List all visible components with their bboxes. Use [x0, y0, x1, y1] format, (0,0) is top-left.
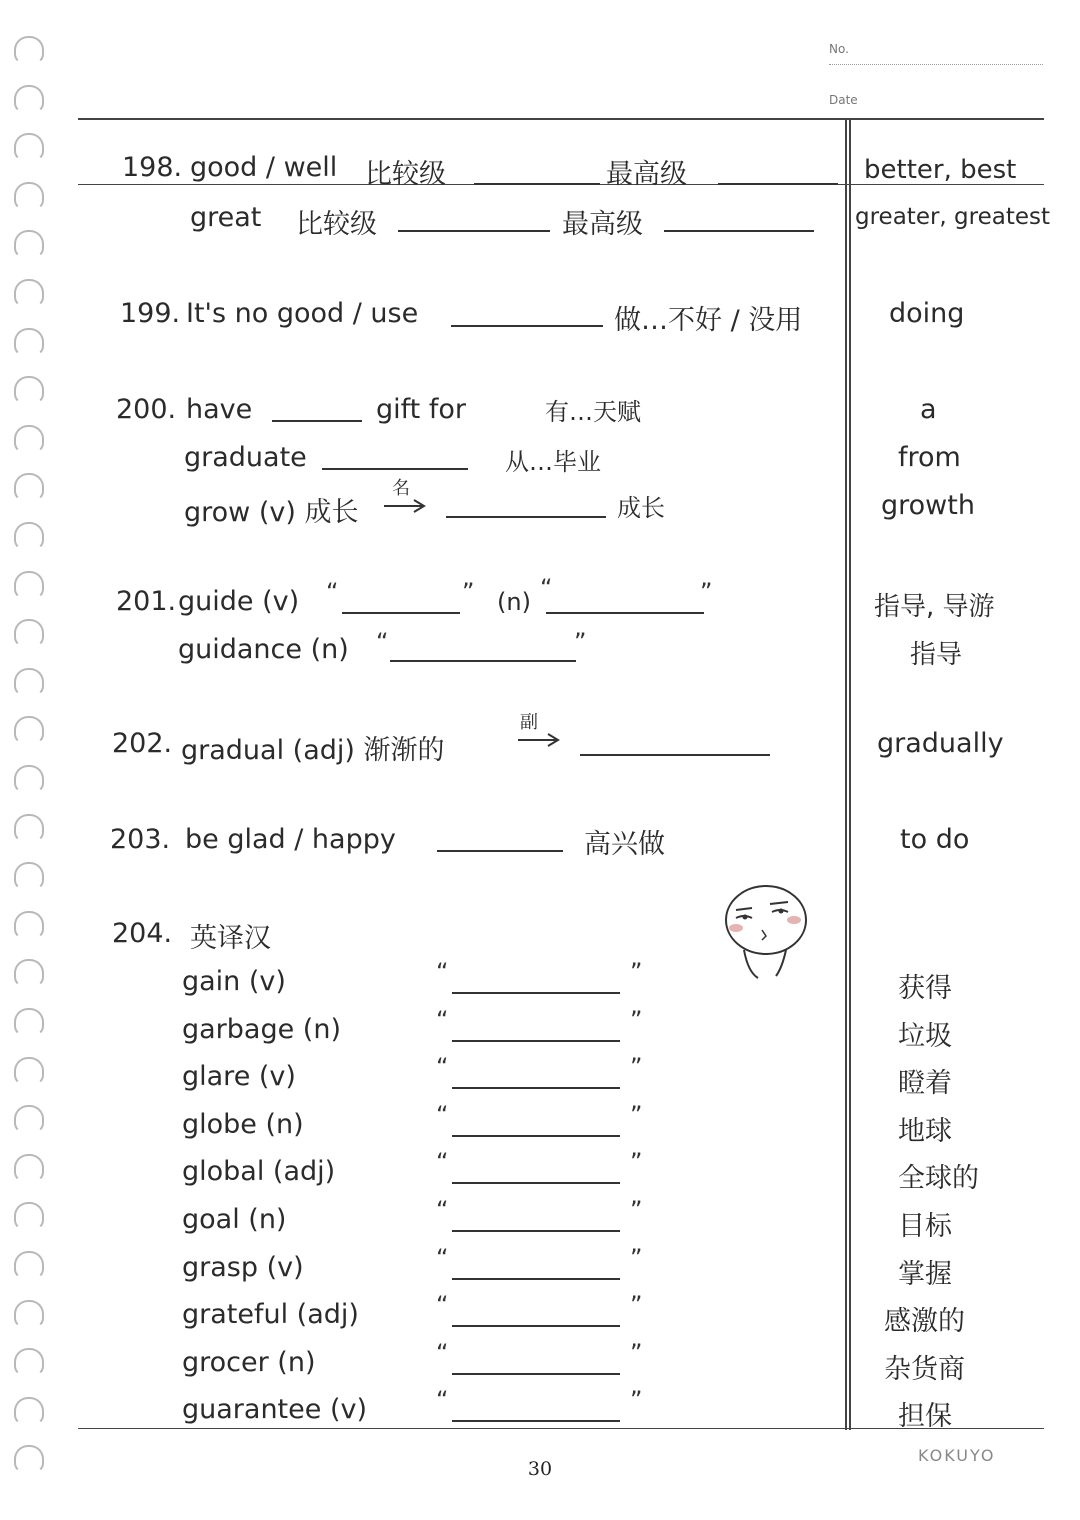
binding-ring [14, 716, 44, 744]
entry-204-word: guarantee (v) [182, 1394, 367, 1426]
entry-204-quote-close: ” [630, 1005, 643, 1034]
entry-204-quote-open: “ [436, 1053, 449, 1082]
entry-201-quote-open-2: “ [540, 574, 553, 602]
entry-204-quote-open: “ [436, 958, 449, 986]
entry-199-meaning: 做…不好 / 没用 [614, 305, 803, 336]
entry-198-number: 198. [122, 152, 183, 183]
entry-204-word: grasp (v) [182, 1251, 304, 1283]
entry-203-blank [437, 850, 563, 852]
entry-204-word: goal (n) [182, 1204, 287, 1235]
entry-198-word-2: great [190, 202, 262, 233]
binding-ring [14, 1348, 44, 1376]
sleepy-face-doodle-icon [718, 880, 814, 980]
entry-202-answer: gradually [877, 728, 1004, 759]
entry-200-grow: grow (v) 成长 [184, 497, 359, 528]
entry-198-comparative-label: 比较级 [365, 159, 446, 190]
entry-204-answer: 杂货商 [884, 1353, 965, 1385]
entry-201-quote-open-3: “ [376, 628, 389, 656]
no-dotted-line [829, 64, 1043, 65]
entry-200-answer-1: a [920, 394, 937, 425]
binding-ring [14, 1154, 44, 1182]
entry-201-blank-2 [546, 612, 704, 614]
entry-204-blank [452, 1087, 620, 1089]
entry-201-n-label: (n) [497, 588, 531, 616]
entry-199-blank [451, 325, 603, 327]
binding-ring [14, 279, 44, 307]
entry-199-answer: doing [889, 298, 965, 329]
entry-204-quote-close: ” [630, 958, 643, 986]
entry-200-meaning-2: 从…毕业 [505, 448, 601, 476]
entry-200-meaning-1: 有…天赋 [545, 398, 641, 426]
brand-logo: KOKUYO [918, 1446, 996, 1465]
entry-204-answer: 垃圾 [898, 1020, 952, 1052]
entry-204-answer: 担保 [898, 1401, 952, 1433]
entry-200-arrow-label: 名 [392, 478, 410, 499]
entry-204-quote-close: ” [630, 1148, 643, 1177]
binding-ring [14, 230, 44, 258]
entry-202-blank [580, 754, 770, 756]
entry-204-word: garbage (n) [182, 1013, 341, 1045]
binding-ring [14, 765, 44, 793]
binding-ring [14, 619, 44, 647]
entry-201-quote-close-1: ” [462, 578, 475, 606]
binding-ring [14, 959, 44, 987]
entry-200-meaning-3: 成长 [617, 494, 665, 522]
entry-201-guidance: guidance (n) [178, 634, 349, 665]
entry-204-quote-close: ” [630, 1291, 643, 1320]
entry-200-gift-for: gift for [376, 394, 466, 425]
binding-ring [14, 522, 44, 550]
entry-204-answer: 掌握 [898, 1258, 952, 1290]
entry-201-quote-open-1: “ [326, 578, 339, 606]
entry-203-meaning: 高兴做 [584, 829, 665, 860]
entry-204-blank [452, 1182, 620, 1184]
entry-198-superlative-label: 最高级 [606, 159, 687, 190]
entry-204-quote-open: “ [436, 1291, 449, 1320]
entry-200-blank-2 [322, 468, 468, 470]
entry-204-quote-open: “ [436, 1386, 449, 1415]
entry-204-quote-close: ” [630, 1053, 643, 1082]
binding-ring [14, 911, 44, 939]
entry-202-number: 202. [112, 728, 173, 759]
entry-202-arrow-label: 副 [520, 712, 538, 733]
binding-ring [14, 376, 44, 404]
binding-ring [14, 328, 44, 356]
entry-204-quote-close: ” [630, 1338, 643, 1367]
top-rule [78, 118, 1044, 120]
entry-204-quote-close: ” [630, 1100, 643, 1129]
entry-200-blank-3 [446, 516, 606, 518]
binding-ring [14, 1008, 44, 1036]
binding-ring [14, 862, 44, 890]
binding-ring [14, 182, 44, 210]
entry-204-quote-open: “ [436, 1005, 449, 1034]
entry-198-answer-1: better, best [864, 155, 1017, 185]
entry-198-blank-2 [718, 183, 838, 185]
entry-203-number: 203. [110, 824, 171, 855]
entry-198-superlative-label-2: 最高级 [562, 209, 643, 240]
entry-204-word: grateful (adj) [182, 1299, 359, 1331]
entry-204-answer: 目标 [898, 1211, 952, 1242]
entry-204-word: global (adj) [182, 1156, 336, 1188]
answer-column-rule [845, 118, 847, 1430]
entry-200-graduate: graduate [184, 442, 307, 473]
entry-201-blank-1 [342, 612, 460, 614]
entry-204-quote-open: “ [436, 1148, 449, 1177]
binding-ring [14, 473, 44, 501]
entry-204-blank [452, 1135, 620, 1137]
entry-200-answer-2: from [898, 442, 961, 473]
entry-204-blank [452, 1325, 620, 1327]
entry-198-blank-3 [398, 230, 550, 232]
entry-204-blank [452, 1373, 620, 1375]
entry-204-blank [452, 1420, 620, 1422]
answer-column-rule-2 [849, 118, 851, 1430]
entry-204-word: grocer (n) [182, 1346, 316, 1378]
entry-204-number: 204. [112, 918, 173, 949]
binding-ring [14, 571, 44, 599]
entry-202-text: gradual (adj) 渐渐的 [181, 735, 445, 766]
entry-204-word: glare (v) [182, 1061, 296, 1093]
entry-204-answer: 瞪着 [898, 1068, 952, 1100]
entry-200-number: 200. [116, 394, 177, 425]
entry-198-answer-2: greater, greatest [855, 204, 1051, 230]
binding-ring [14, 814, 44, 842]
binding-ring [14, 425, 44, 453]
entry-202-arrow-icon [516, 732, 562, 748]
entry-204-quote-open: “ [436, 1338, 449, 1367]
entry-204-word: globe (n) [182, 1108, 304, 1140]
entry-204-quote-open: “ [436, 1196, 449, 1224]
binding-ring [14, 1057, 44, 1085]
entry-204-title: 英译汉 [190, 923, 271, 954]
entry-201-answer-1: 指导, 导游 [874, 592, 995, 622]
entry-201-quote-close-2: ” [700, 578, 713, 606]
page-number: 30 [527, 1458, 553, 1480]
entry-198-blank-4 [664, 230, 814, 232]
binding-ring [14, 668, 44, 696]
binding-ring [14, 1397, 44, 1425]
entry-204-quote-open: “ [436, 1100, 449, 1129]
binding-ring [14, 1105, 44, 1133]
entry-201-guide: guide (v) [178, 586, 300, 617]
binding-ring [14, 1300, 44, 1328]
entry-200-arrow-icon [382, 498, 428, 514]
entry-204-quote-close: ” [630, 1196, 643, 1224]
entry-204-quote-open: “ [436, 1243, 449, 1272]
entry-201-blank-3 [390, 660, 576, 662]
entry-204-answer: 地球 [898, 1115, 952, 1147]
binding-ring [14, 1202, 44, 1230]
entry-204-answer: 全球的 [898, 1163, 979, 1195]
entry-204-blank [452, 1230, 620, 1232]
entry-203-text: be glad / happy [185, 824, 396, 855]
entry-204-blank [452, 1278, 620, 1280]
entry-204-word: gain (v) [182, 966, 286, 997]
entry-204-blank [452, 992, 620, 994]
binding-ring [14, 1251, 44, 1279]
entry-204-quote-close: ” [630, 1243, 643, 1272]
entry-200-answer-3: growth [881, 490, 975, 521]
date-label: Date [829, 93, 858, 107]
entry-201-answer-2: 指导 [910, 640, 963, 670]
entry-204-blank [452, 1040, 620, 1042]
entry-199-number: 199. [120, 298, 181, 329]
entry-201-quote-close-3: ” [574, 628, 587, 656]
binding-ring [14, 85, 44, 113]
binding-ring [14, 133, 44, 161]
entry-199-text: It's no good / use [186, 298, 419, 329]
entry-198-blank-1 [474, 183, 600, 185]
binding-ring [14, 36, 44, 64]
no-label: No. [829, 42, 849, 56]
entry-198-word: good / well [190, 152, 338, 183]
entry-204-answer: 获得 [898, 973, 952, 1004]
entry-201-number: 201. [116, 586, 177, 617]
entry-204-quote-close: ” [630, 1386, 643, 1415]
entry-203-answer: to do [900, 824, 970, 855]
entry-200-have: have [186, 394, 253, 425]
entry-204-answer: 感激的 [884, 1306, 965, 1338]
entry-198-comparative-label-2: 比较级 [296, 209, 377, 240]
entry-200-blank-1 [272, 420, 362, 422]
